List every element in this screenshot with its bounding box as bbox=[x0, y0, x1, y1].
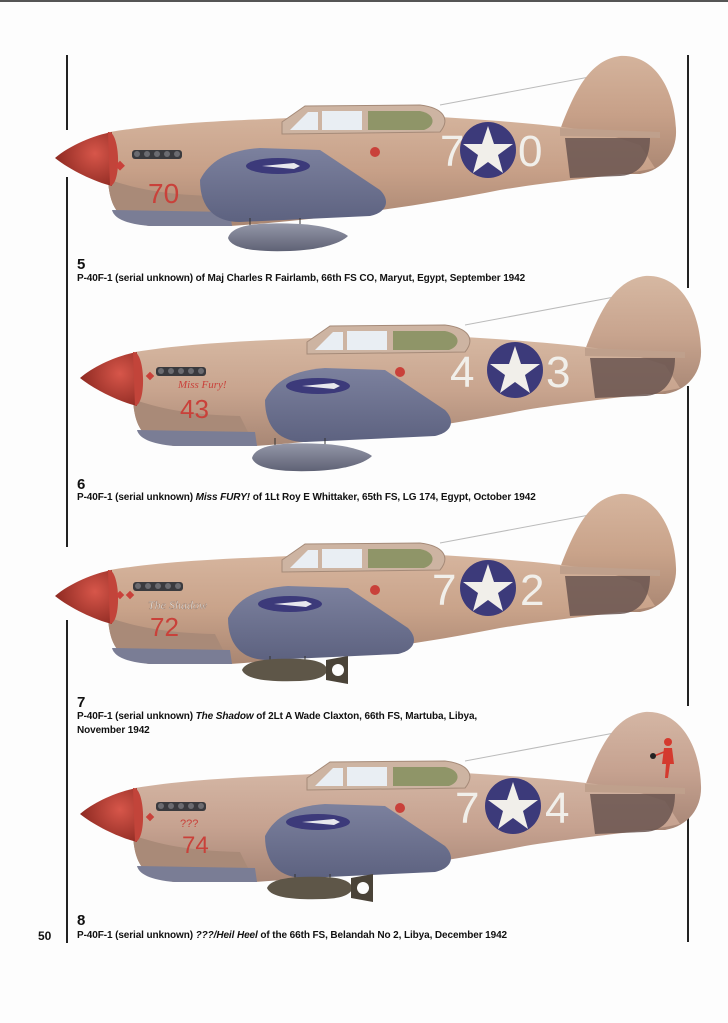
page-number: 50 bbox=[38, 929, 52, 943]
p40-illustration bbox=[0, 50, 728, 255]
caption-aircraft-name: The Shadow bbox=[195, 711, 254, 722]
code-left: 7 bbox=[440, 127, 465, 176]
caption-details: of 1Lt Roy E Whittaker, 65th FS, LG 174, Egypt, October 1942 bbox=[250, 492, 536, 503]
caption-details: of 2Lt A Wade Claxton, 66th FS, Martuba, Libya, November 1942 bbox=[77, 711, 478, 736]
code-left: 7 bbox=[432, 566, 457, 615]
code-right: 3 bbox=[546, 348, 571, 397]
nose-number: 43 bbox=[180, 394, 209, 424]
aircraft-profile-5 bbox=[0, 50, 728, 255]
caption-details: of the 66th FS, Belandah No 2, Libya, December 1942 bbox=[257, 930, 508, 941]
p40-illustration bbox=[0, 270, 728, 475]
nose-number: 70 bbox=[148, 178, 180, 209]
nose-number: 72 bbox=[150, 612, 179, 642]
aircraft-profile-7 bbox=[0, 488, 728, 693]
code-left: 4 bbox=[450, 348, 475, 397]
profile-number: 8 bbox=[77, 912, 86, 929]
profile-caption bbox=[77, 929, 547, 943]
nose-number: 74 bbox=[182, 832, 209, 859]
caption-aircraft-name: ???/Heil Heel bbox=[195, 930, 258, 941]
p40-illustration bbox=[0, 488, 728, 693]
caption-aircraft-name: Miss FURY! bbox=[195, 492, 251, 503]
caption-type: P-40F-1 (serial unknown) bbox=[77, 492, 196, 503]
page-top-edge bbox=[0, 0, 728, 2]
caption-type: P-40F-1 (serial unknown) bbox=[77, 930, 196, 941]
caption-details: of Maj Charles R Fairlamb, 66th FS CO, Maryut, Egypt, September 1942 bbox=[195, 273, 526, 284]
profile-number: 7 bbox=[77, 694, 86, 711]
profile-number: 6 bbox=[77, 476, 86, 493]
profile-number: 5 bbox=[77, 256, 86, 273]
code-right: 2 bbox=[520, 566, 545, 615]
nose-art-name: Miss Fury! bbox=[178, 379, 227, 391]
caption-type: P-40F-1 (serial unknown) bbox=[77, 273, 196, 284]
aircraft-profile-8 bbox=[0, 706, 728, 911]
code-left: 7 bbox=[455, 784, 480, 833]
aircraft-profile-6 bbox=[0, 270, 728, 475]
code-right: 4 bbox=[545, 784, 570, 833]
nose-art-name: The Shadow bbox=[148, 598, 208, 612]
caption-type: P-40F-1 (serial unknown) bbox=[77, 711, 196, 722]
p40-illustration bbox=[0, 706, 728, 911]
code-right: 0 bbox=[518, 127, 543, 176]
nose-art-name: ??? bbox=[180, 818, 199, 830]
